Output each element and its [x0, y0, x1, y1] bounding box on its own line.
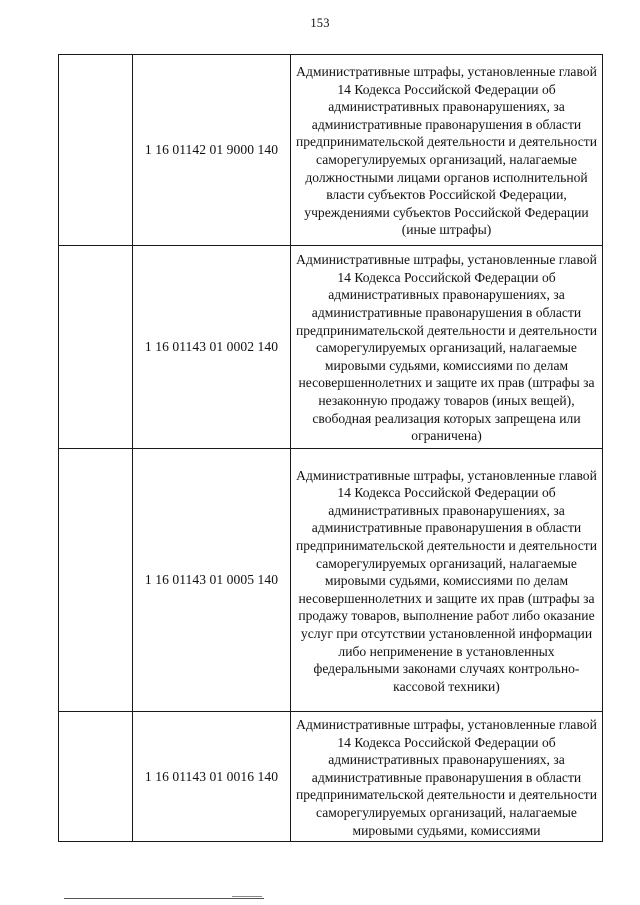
description-cell: Административные штрафы, установленные главой 14 Кодекса Российской Федерации об административных правонарушениях, за административные правонарушения в области предпринимательской деятельности и деятельности саморегулируемых организаций, налагаемые мировыми судьями, комиссиями [291, 712, 603, 842]
description-cell: Административные штрафы, установленные главой 14 Кодекса Российской Федерации об административных правонарушениях, за административные правонарушения в области предпринимательской деятельности и деятельности саморегулируемых организаций, налагаемые мировыми судьями, комиссиями по делам несовершеннолетних и защите их прав (штрафы за незаконную продажу товаров (иных вещей), свободная реализация которых запрещена или ограничена) [291, 246, 603, 449]
description-cell: Административные штрафы, установленные главой 14 Кодекса Российской Федерации об административных правонарушениях, за административные правонарушения в области предпринимательской деятельности и деятельности саморегулируемых организаций, налагаемые мировыми судьями, комиссиями по делам несовершеннолетних и защите их прав (штрафы за продажу товаров, выполнение работ либо оказание услуг при отсутствии установленной информации либо неприменение в установленных федеральными законами случаях контрольно-кассовой техники) [291, 449, 603, 712]
empty-cell [59, 712, 133, 842]
empty-cell [59, 55, 133, 246]
footer-rule [64, 898, 264, 899]
budget-code-cell: 1 16 01142 01 9000 140 [133, 55, 291, 246]
empty-cell [59, 449, 133, 712]
footer-mark [232, 896, 262, 897]
table-row [59, 55, 603, 246]
page-number: 153 [310, 16, 330, 30]
description-cell: Административные штрафы, установленные главой 14 Кодекса Российской Федерации об административных правонарушениях, за административные правонарушения в области предпринимательской деятельности и деятельности саморегулируемых организаций, налагаемые должностными лицами органов исполнительной власти субъектов Российской Федерации, учреждениями субъектов Российской Федерации (иные штрафы) [291, 55, 603, 246]
budget-code-cell: 1 16 01143 01 0005 140 [133, 449, 291, 712]
budget-code-table [58, 54, 603, 842]
table-row [59, 246, 603, 449]
table-row [59, 449, 603, 712]
budget-code-cell: 1 16 01143 01 0002 140 [133, 246, 291, 449]
empty-cell [59, 246, 133, 449]
budget-code-cell: 1 16 01143 01 0016 140 [133, 712, 291, 842]
table-row [59, 712, 603, 842]
